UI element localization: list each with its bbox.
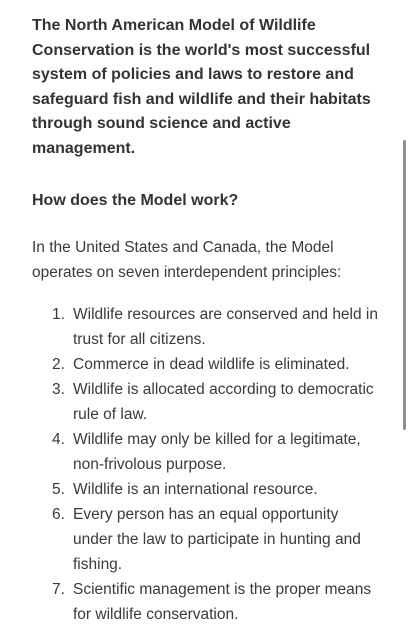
list-item-number: 7. [52, 581, 65, 598]
list-item-number: 2. [52, 356, 65, 373]
list-item [32, 577, 382, 627]
list-item [32, 502, 382, 577]
list-item-number: 6. [52, 506, 65, 523]
list-item-number: 4. [52, 431, 65, 448]
principles-list [32, 302, 382, 627]
list-item-text: Wildlife is allocated according to democratic rule of law. [73, 381, 374, 423]
list-item [32, 352, 382, 377]
vertical-scrollbar[interactable] [403, 140, 406, 430]
list-item [32, 477, 382, 502]
list-item-text: Commerce in dead wildlife is eliminated. [73, 356, 350, 373]
list-item [32, 377, 382, 427]
article-content [32, 14, 382, 627]
list-item-number: 5. [52, 481, 65, 498]
list-item-text: Scientific management is the proper means for wildlife conservation. [73, 581, 372, 623]
list-item-text: Wildlife is an international resource. [73, 481, 318, 498]
list-item-text: Every person has an equal opportunity under the law to participate in hunting and fishing. [73, 506, 361, 573]
list-item [32, 427, 382, 477]
list-item-text: Wildlife may only be killed for a legitimate, non-frivolous purpose. [73, 431, 361, 473]
intro-paragraph: The North American Model of Wildlife Conservation is the world's most successful system of policies and laws to restore and safeguard fish and wildlife and their habitats through sound science and active management. [32, 17, 371, 157]
section-heading: How does the Model work? [32, 192, 239, 209]
list-item-number: 1. [52, 306, 65, 323]
list-item [32, 302, 382, 352]
list-item-text: Wildlife resources are conserved and held in trust for all citizens. [73, 306, 378, 348]
list-item-number: 3. [52, 381, 65, 398]
principles-intro-paragraph: In the United States and Canada, the Model operates on seven interdependent principles: [32, 239, 342, 281]
